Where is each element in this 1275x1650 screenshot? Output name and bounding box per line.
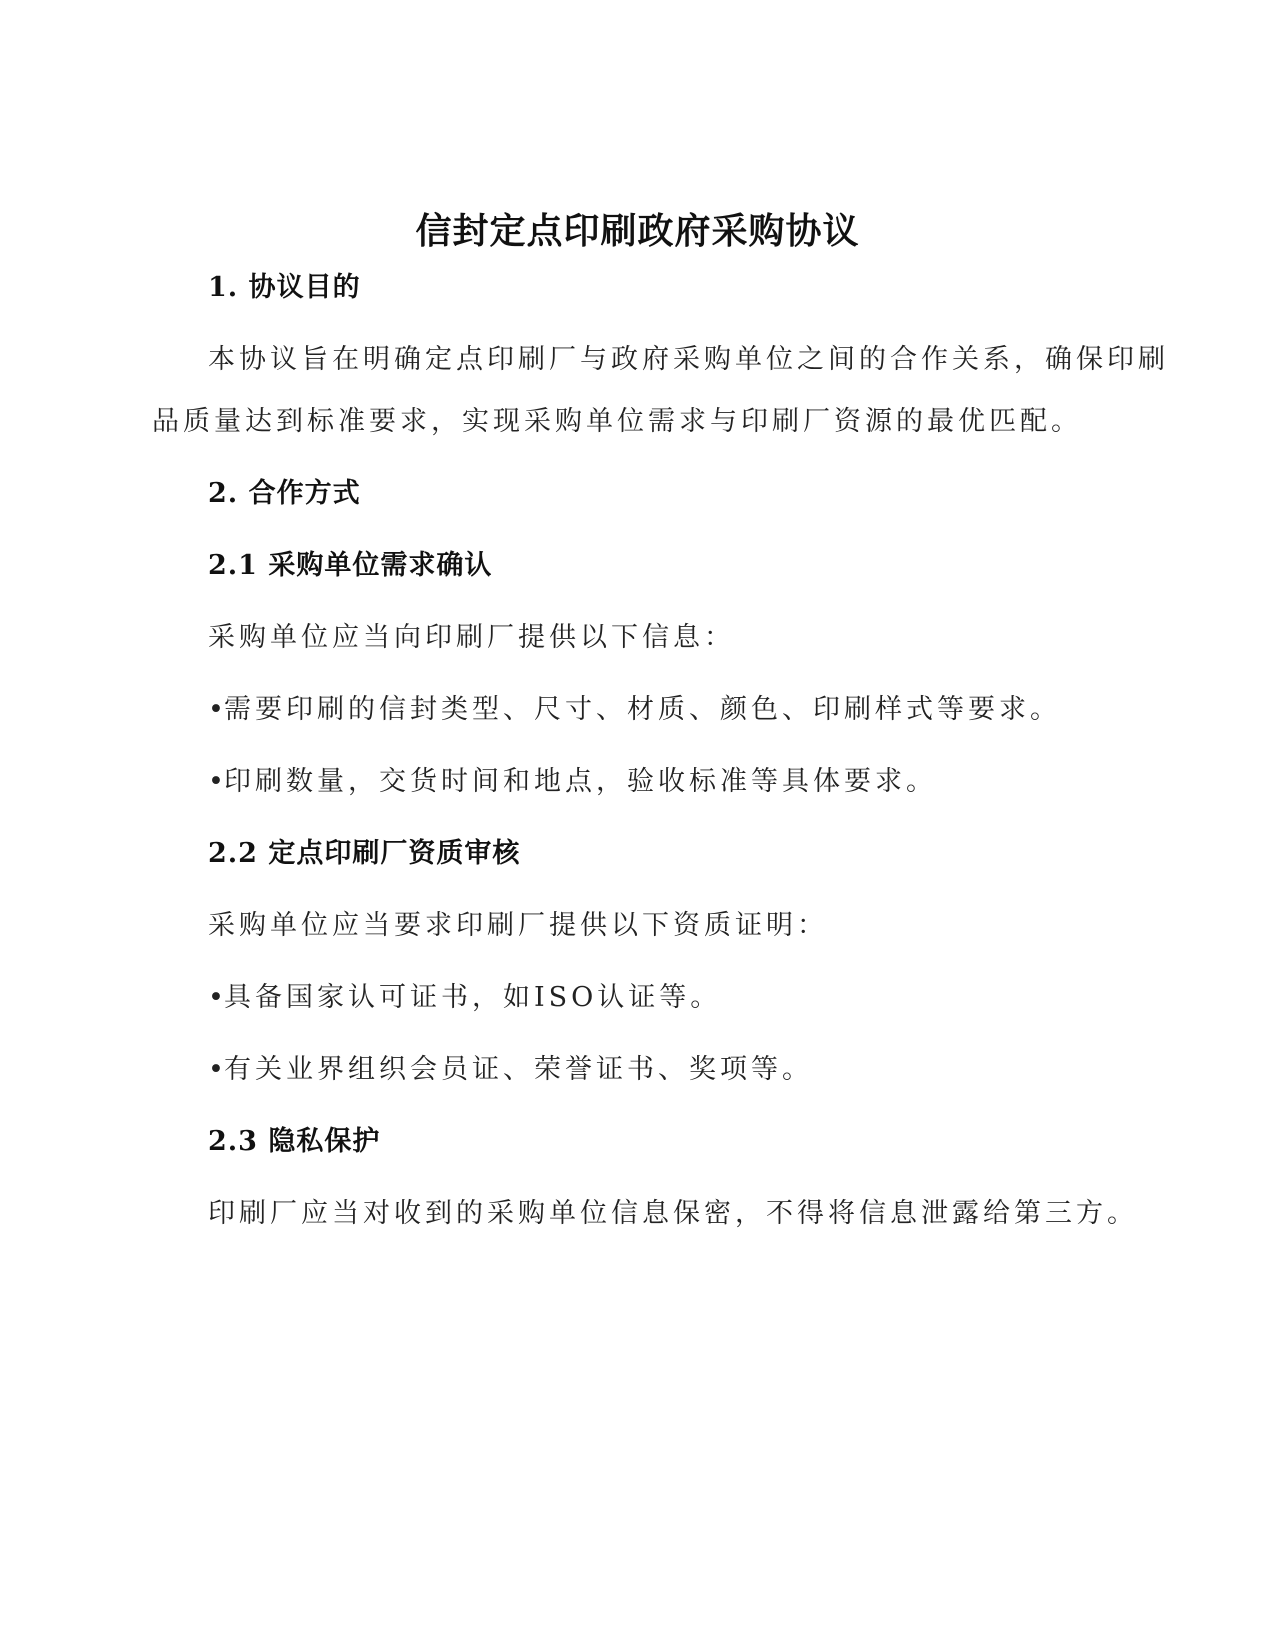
bullet-glyph: •: [208, 766, 224, 797]
list-item: [208, 692, 1061, 728]
list-item-text: 有关业界组织会员证、荣誉证书、奖项等。: [224, 1054, 813, 1085]
list-item: [208, 1052, 813, 1088]
section-1-heading: 1. 协议目的: [208, 272, 361, 303]
list-item-text: 需要印刷的信封类型、尺寸、材质、颜色、印刷样式等要求。: [224, 694, 1061, 725]
section-1-paragraph-line-1: 本协议旨在明确定点印刷厂与政府采购单位之间的合作关系，确保印刷: [208, 344, 1169, 375]
section-2-2-intro: 采购单位应当要求印刷厂提供以下资质证明：: [208, 910, 828, 941]
bullet-glyph: •: [208, 982, 224, 1013]
list-item: [208, 764, 937, 800]
section-2-1-intro: 采购单位应当向印刷厂提供以下信息：: [208, 622, 735, 653]
list-item-text: 印刷数量，交货时间和地点，验收标准等具体要求。: [224, 766, 937, 797]
list-item: [208, 980, 721, 1016]
section-2-heading: 2. 合作方式: [208, 478, 361, 509]
list-item-text: 具备国家认可证书，如ISO认证等。: [224, 982, 722, 1013]
bullet-glyph: •: [208, 694, 224, 725]
document-title: 信封定点印刷政府采购协议: [415, 211, 860, 252]
section-1-paragraph-line-2: 品质量达到标准要求，实现采购单位需求与印刷厂资源的最优匹配。: [152, 406, 1082, 437]
section-2-2-heading: 2.2 定点印刷厂资质审核: [208, 838, 521, 869]
section-2-3-heading: 2.3 隐私保护: [208, 1126, 381, 1157]
section-2-3-paragraph: 印刷厂应当对收到的采购单位信息保密，不得将信息泄露给第三方。: [208, 1198, 1138, 1229]
bullet-glyph: •: [208, 1054, 224, 1085]
section-2-1-heading: 2.1 采购单位需求确认: [208, 550, 493, 581]
